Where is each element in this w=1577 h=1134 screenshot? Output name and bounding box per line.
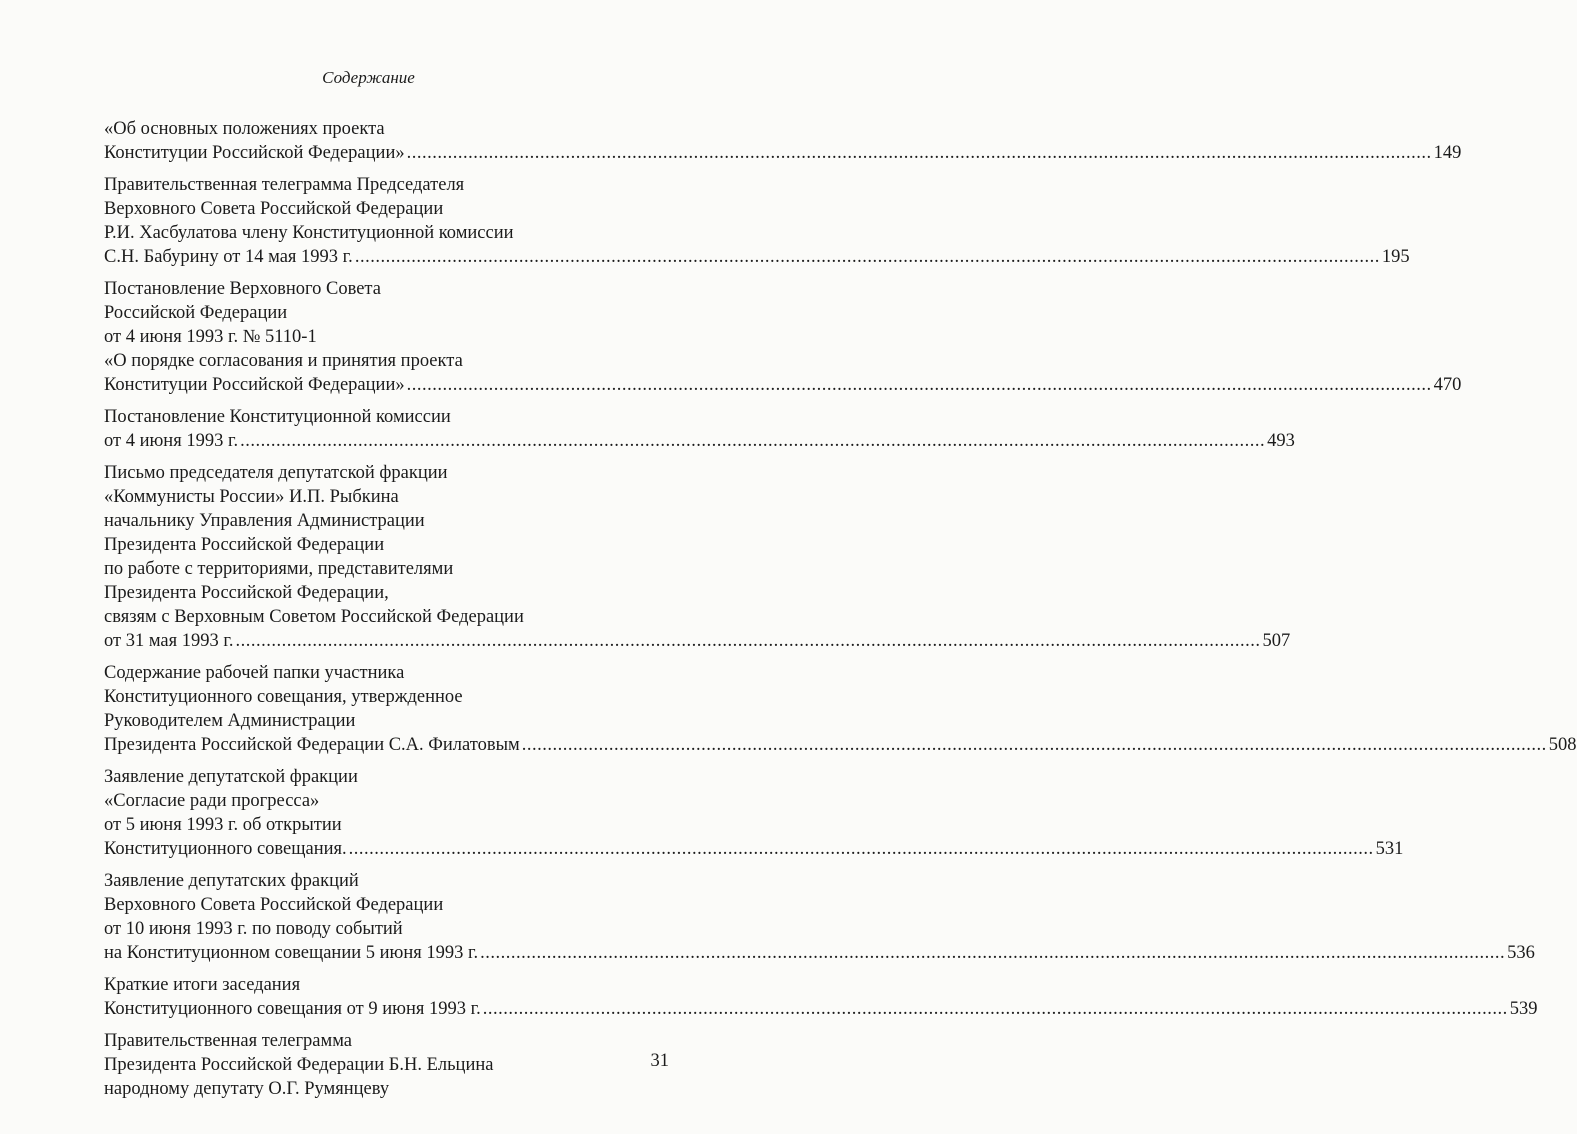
toc-entry-last-line	[104, 245, 1410, 269]
toc-entry-line: «Согласие ради прогресса»	[104, 791, 320, 811]
toc-entry-last-line	[104, 837, 1404, 861]
toc-entry-page: 493	[1267, 431, 1295, 451]
toc-entry-line: Российской Федерации	[104, 303, 288, 323]
toc-entry	[104, 405, 1295, 453]
toc-entry-line: по работе с территориями, представителями	[104, 559, 454, 579]
toc-entry-last-line	[104, 373, 1462, 397]
toc-entry	[104, 461, 1291, 653]
toc-entry-line: Верховного Совета Российской Федерации	[104, 895, 444, 915]
toc-entry	[104, 277, 1462, 397]
toc-entry-last-line	[104, 141, 1462, 165]
toc-entry-line: Конституции Российской Федерации»	[104, 143, 405, 163]
toc-entry-line: Конституционного совещания.	[104, 839, 347, 859]
leader-dots: ........................................................................................................................................................................................................	[406, 375, 1432, 395]
toc-entry-line: Краткие итоги заседания	[104, 975, 301, 995]
toc-entry-page: 536	[1507, 943, 1535, 963]
toc-entry	[104, 173, 1410, 269]
toc-entry	[104, 117, 1462, 165]
toc-entry-page: 539	[1509, 999, 1538, 1019]
toc-entry	[104, 973, 1538, 1021]
toc-entry-line: Конституционного совещания, утвержденное	[104, 687, 463, 707]
toc-entry-line: Постановление Верховного Совета	[104, 279, 381, 299]
toc-entry-page: 149	[1433, 143, 1462, 163]
toc-entry-line: «Об основных положениях проекта	[104, 119, 385, 139]
leader-dots: ........................................................................................................................................................................................................	[235, 631, 1261, 651]
toc-entry-line: народному депутату О.Г. Румянцеву	[104, 1079, 390, 1099]
leader-dots: ........................................................................................................................................................................................................	[406, 143, 1432, 163]
toc-entry-line: от 31 мая 1993 г.	[104, 631, 234, 651]
toc-entry-line: Конституционного совещания от 9 июня 1993 г.	[104, 999, 481, 1019]
toc-entry-line: от 10 июня 1993 г. по поводу событий	[104, 919, 403, 939]
toc-entry-line: Конституции Российской Федерации»	[104, 375, 405, 395]
toc-entry-line: Содержание рабочей папки участника	[104, 663, 405, 683]
toc-entry-line: Руководителем Администрации	[104, 711, 356, 731]
toc-entry-last-line	[104, 629, 1291, 653]
toc-entry	[104, 765, 1404, 861]
toc-entry	[104, 661, 1577, 757]
table-of-contents	[104, 117, 1577, 1109]
toc-entry-page: 507	[1262, 631, 1291, 651]
toc-entry-line: начальнику Управления Администрации	[104, 511, 425, 531]
running-header: Содержание	[322, 68, 415, 87]
toc-entry-line: от 5 июня 1993 г. об открытии	[104, 815, 342, 835]
toc-entry-line: Заявление депутатских фракций	[104, 871, 359, 891]
toc-entry-line: Президента Российской Федерации	[104, 535, 385, 555]
leader-dots: ........................................................................................................................................................................................................	[240, 431, 1266, 451]
toc-entry-line: Президента Российской Федерации С.А. Филатовым	[104, 735, 520, 755]
toc-entry-line: Президента Российской Федерации Б.Н. Ельцина	[104, 1055, 494, 1075]
toc-entry-line: Правительственная телеграмма	[104, 1031, 352, 1051]
toc-entry-page: 531	[1375, 839, 1404, 859]
toc-entry-page: 508	[1548, 735, 1577, 755]
toc-entry-line: от 4 июня 1993 г. № 5110-1	[104, 327, 317, 347]
toc-entry	[104, 869, 1535, 965]
toc-entry-line: Заявление депутатской фракции	[104, 767, 358, 787]
page-number: 31	[650, 1051, 669, 1071]
leader-dots: ........................................................................................................................................................................................................	[354, 247, 1380, 267]
toc-entry-line: от 4 июня 1993 г.	[104, 431, 239, 451]
toc-entry-page: 195	[1381, 247, 1410, 267]
toc-entry	[104, 1029, 669, 1101]
toc-entry-last-line	[104, 429, 1295, 453]
toc-entry-last-line	[104, 997, 1538, 1021]
toc-entry-line: Письмо председателя депутатской фракции	[104, 463, 448, 483]
toc-entry-line: С.Н. Бабурину от 14 мая 1993 г.	[104, 247, 353, 267]
toc-entry-last-line	[104, 733, 1577, 757]
leader-dots: ........................................................................................................................................................................................................	[348, 839, 1374, 859]
leader-dots: ........................................................................................................................................................................................................	[482, 999, 1508, 1019]
toc-entry-line: Верховного Совета Российской Федерации	[104, 199, 444, 219]
leader-dots: ........................................................................................................................................................................................................	[521, 735, 1547, 755]
toc-entry-line: «Коммунисты России» И.П. Рыбкина	[104, 487, 399, 507]
toc-entry-line: Правительственная телеграмма Председателя	[104, 175, 465, 195]
toc-entry-line: Президента Российской Федерации,	[104, 583, 389, 603]
toc-entry-line: Р.И. Хасбулатова члену Конституционной комиссии	[104, 223, 514, 243]
toc-entry-line: Постановление Конституционной комиссии	[104, 407, 451, 427]
toc-entry-page: 470	[1433, 375, 1462, 395]
toc-entry-line: связям с Верховным Советом Российской Федерации	[104, 607, 524, 627]
leader-dots: ........................................................................................................................................................................................................	[480, 943, 1506, 963]
toc-entry-line: на Конституционном совещании 5 июня 1993 г.	[104, 943, 479, 963]
toc-entry-last-line	[104, 941, 1535, 965]
toc-entry-line: «О порядке согласования и принятия проекта	[104, 351, 463, 371]
